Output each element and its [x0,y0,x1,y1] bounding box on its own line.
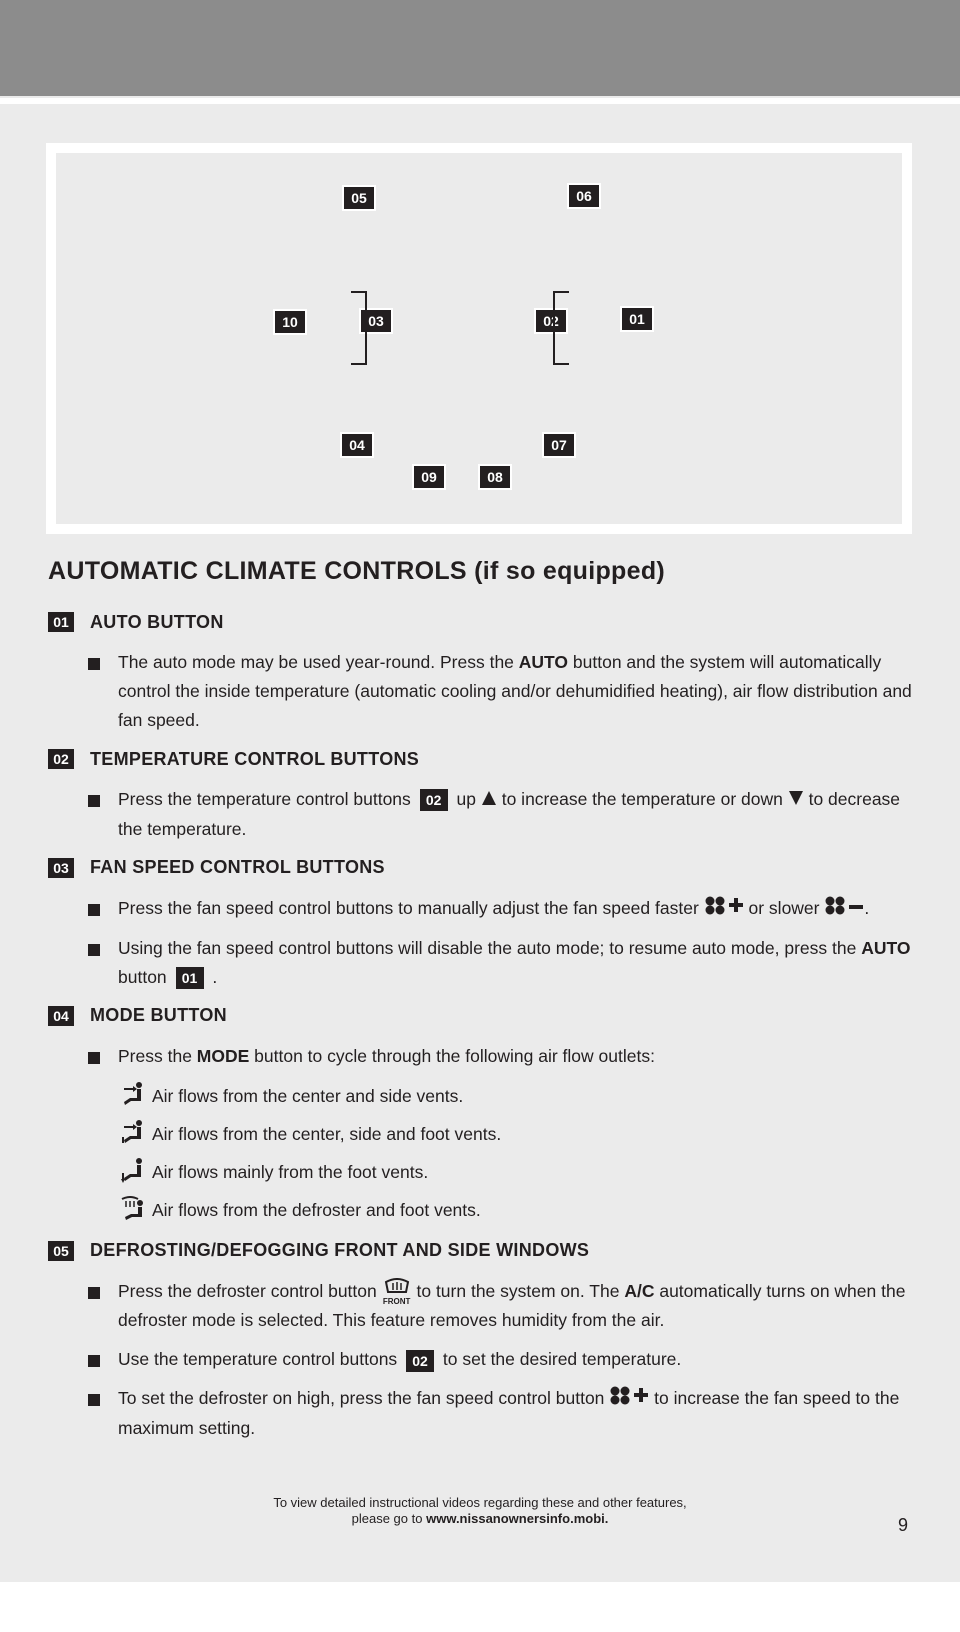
list-item: Press the temperature control buttons 02 up to increase the temperature or down to decrease the temperature. [48,785,918,844]
bracket-02 [553,291,569,365]
callout-07: 07 [542,432,576,458]
climate-panel-figure [46,143,912,534]
mode-label: Air flows mainly from the foot vents. [152,1162,429,1183]
mode-label: Air flows from the defroster and foot vents. [152,1200,481,1221]
fan-plus-icon [609,1385,649,1414]
footer-line: please go to www.nissanownersinfo.mobi. [351,1511,609,1526]
footer-note [0,1495,960,1527]
mode-option [48,1157,918,1189]
section-number: 04 [48,1006,74,1026]
list-item: Press the fan speed control buttons to manually adjust the fan speed faster or slower . [48,894,918,924]
page-number: 9 [898,1515,909,1535]
fan-minus-icon [824,895,864,924]
callout-09: 09 [412,464,446,490]
section-number: 03 [48,858,74,878]
section-04-head [48,1004,918,1028]
mode-option [48,1081,918,1113]
footer-line: To view detailed instructional videos regarding these and other features, [273,1495,687,1510]
list-item: Using the fan speed control buttons will disable the auto mode; to resume auto mode, press the AUTO button 01 . [48,934,918,992]
list-item: Press the MODE button to cycle through the following air flow outlets: [48,1042,918,1071]
section-01-head [48,610,918,634]
callout-06: 06 [567,183,601,209]
section-number: 01 [48,612,74,632]
section-title: AUTO BUTTON [90,611,224,632]
list-item: Use the temperature control buttons 02 to set the desired temperature. [48,1345,918,1374]
section-number: 02 [48,749,74,769]
vent-foot-icon [118,1157,148,1188]
section-number: 05 [48,1241,74,1261]
section-05-head [48,1239,918,1263]
mode-option [48,1119,918,1151]
page-title: AUTOMATIC CLIMATE CONTROLS (if so equipped) [48,557,666,585]
section-title: TEMPERATURE CONTROL BUTTONS [90,748,420,769]
section-title: MODE BUTTON [90,1005,227,1026]
callout-03: 03 [359,308,393,334]
section-title: DEFROSTING/DEFOGGING FRONT AND SIDE WINDOWS [90,1240,590,1261]
callout-08: 08 [478,464,512,490]
footer-link[interactable]: www.nissanownersinfo.mobi. [426,1511,609,1526]
callout-02: 02 [534,308,568,334]
ref-badge: 02 [420,789,448,811]
ref-badge: 02 [406,1350,434,1372]
instructions [48,598,918,1453]
top-divider [0,98,960,104]
list-item: To set the defroster on high, press the fan speed control button to increase the fan speed to the maximum setting. [48,1384,918,1443]
mode-label: Air flows from the center, side and foot vents. [152,1124,502,1145]
triangle-up-icon [481,786,497,815]
list-item: The auto mode may be used year-round. Press the AUTO button and the system will automatically control the inside temperature (automatic cooling and/or dehumidified heating), air flow distribution and fan speed. [48,648,918,735]
callout-05: 05 [342,185,376,211]
triangle-down-icon [788,786,804,815]
bottom-band [0,1582,960,1632]
defrost-foot-icon [118,1195,148,1226]
list-item: Press the defroster control button FRONT to turn the system on. The A/C automatically turns on when the defroster mode is selected. This feature removes humidity from the air. [48,1277,918,1335]
section-03-head [48,856,918,880]
callout-10: 10 [273,309,307,335]
mode-option [48,1195,918,1227]
callout-01: 01 [620,306,654,332]
vent-face-icon [118,1081,148,1112]
callout-04: 04 [340,432,374,458]
section-02-head [48,747,918,771]
top-band [0,0,960,96]
mode-label: Air flows from the center and side vents. [152,1086,464,1107]
fan-plus-icon [704,895,744,924]
vent-face-foot-icon [118,1119,148,1150]
ref-badge: 01 [176,967,204,989]
bracket-03 [351,291,367,365]
front-defrost-icon: FRONT [382,1278,412,1306]
section-title: FAN SPEED CONTROL BUTTONS [90,857,385,878]
